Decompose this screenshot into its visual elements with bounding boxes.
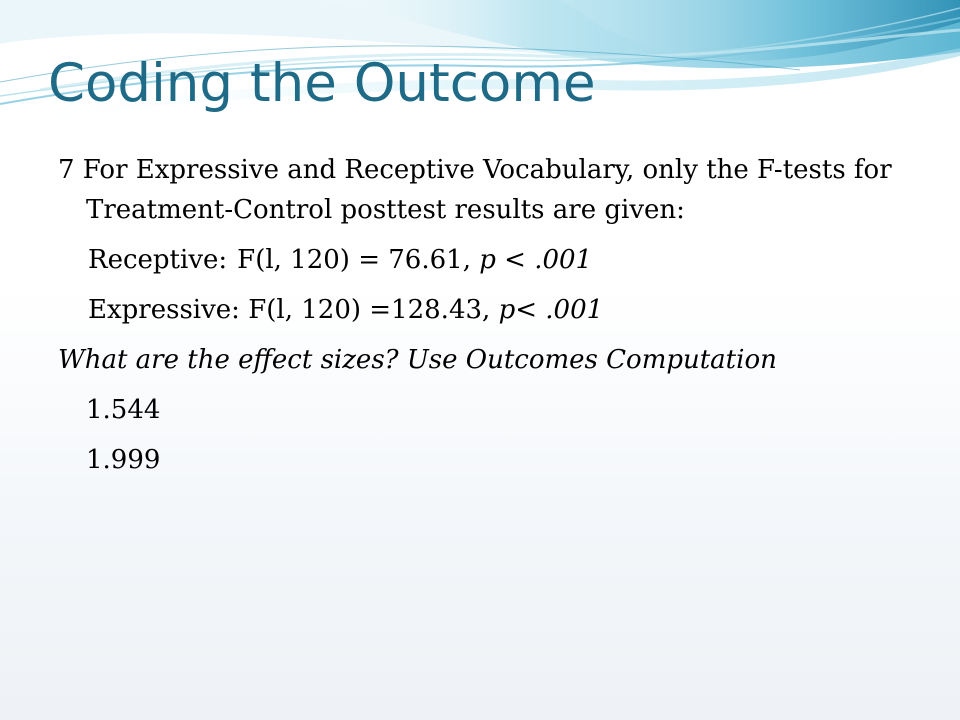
- expressive-line: [58, 290, 918, 330]
- question-text: What are the effect sizes? Use Outcomes Computation: [58, 345, 777, 375]
- receptive-line: [58, 240, 918, 280]
- receptive-stat: F(l, 120) = 76.61,: [237, 245, 471, 275]
- expressive-stat: F(l, 120) =128.43,: [248, 295, 491, 325]
- receptive-label: Receptive:: [88, 245, 228, 275]
- answer-receptive: 1.544: [86, 395, 161, 425]
- expressive-label: Expressive:: [88, 295, 240, 325]
- answer-expressive: 1.999: [86, 445, 161, 475]
- receptive-p-symbol: p: [479, 245, 496, 275]
- slide-body: [58, 150, 918, 490]
- slide-title: Coding the Outcome: [48, 53, 596, 114]
- item-7-text: 7 For Expressive and Receptive Vocabulary, only the F-tests for Treatment-Control posttest results are given:: [58, 155, 892, 225]
- expressive-p-symbol: p: [498, 295, 516, 325]
- receptive-p-value: < .001: [504, 245, 593, 275]
- expressive-p-value: < .001: [515, 295, 604, 325]
